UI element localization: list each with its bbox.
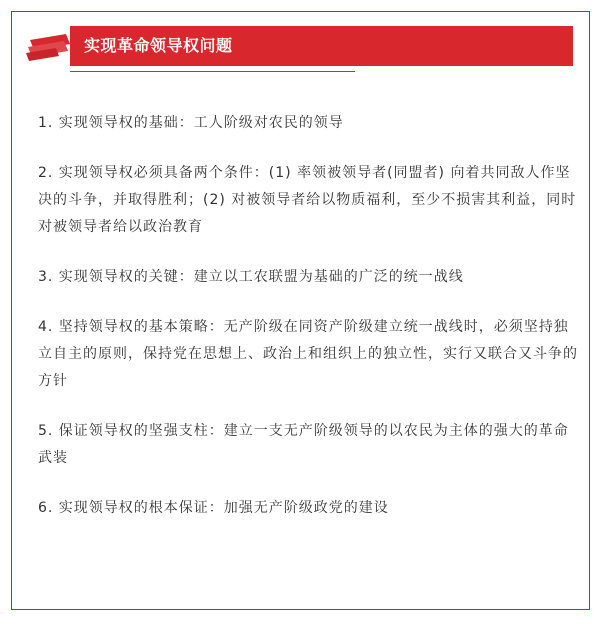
list-item: 1. 实现领导权的基础：工人阶级对农民的领导 xyxy=(38,115,344,131)
page-title: 实现革命领导权问题 xyxy=(84,36,233,55)
header-underline xyxy=(70,71,355,72)
list-item: 5. 保证领导权的坚强支柱：建立一支无产阶级领导的以农民为主体的强大的革命武装 xyxy=(38,423,569,466)
item-list xyxy=(38,110,578,545)
content-card xyxy=(11,11,590,610)
list-item: 4. 坚持领导权的基本策略：无产阶级在同资产阶级建立统一战线时，必须坚持独立自主的原则，保持党在思想上、政治上和组织上的独立性，实行又联合又斗争的方针 xyxy=(38,319,578,389)
list-item: 6. 实现领导权的根本保证：加强无产阶级政党的建设 xyxy=(38,500,389,516)
list-item: 3. 实现领导权的关键：建立以工农联盟为基础的广泛的统一战线 xyxy=(38,269,464,285)
header-bar xyxy=(70,26,573,66)
red-flag-icon xyxy=(26,30,72,62)
list-item: 2. 实现领导权必须具备两个条件：(1) 率领被领导者(同盟者) 向着共同敌人作坚决的斗争，并取得胜利；(2) 对被领导者给以物质福利，至少不损害其利益，同时对被领导者给以政治教育 xyxy=(38,165,577,235)
